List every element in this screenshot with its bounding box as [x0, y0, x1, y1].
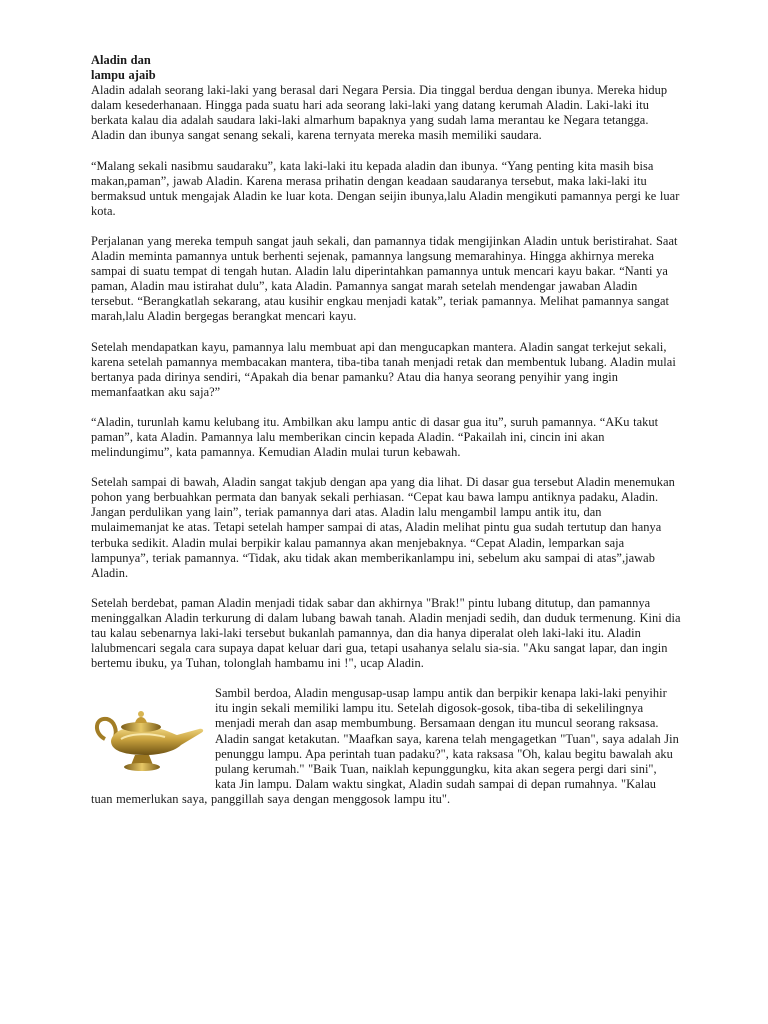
paragraph-7: Setelah berdebat, paman Aladin menjadi tidak sabar dan akhirnya "Brak!" pintu lubang ditutup, dan pamannya meninggalkan Aladin terkurung di dalam lubang bawah tanah. Aladin menjadi sedih, dan duduk termenung. Kini dia tau kalau sebenarnya laki-laki tersebut bukanlah pamannya, dan dia hanya diperalat oleh laki-laki itu. Aladin lalubmencari segala cara supaya dapat keluar dari gua, tetapi usahanya selalu sia-sia. "Aku sangat lapar, dan ingin bertemu ibuku, ya Tuhan, tolonglah hambamu ini !", ucap Aladin.: [91, 595, 681, 671]
paragraph-8: Sambil berdoa, Aladin mengusap-usap lampu antik dan berpikir kenapa laki-laki penyihir itu ingin sekali memiliki lampu itu. Setelah digosok-gosok, tiba-tiba di sekelilingnya menjadi merah dan asap membumbung. Bersamaan dengan itu muncul seorang raksasa. Aladin sangat ketakutan. "Maafkan saya, karena telah mengagetkan "Tuan", saya adalah Jin penunggu lampu. Apa perintah tuan padaku?", kata raksasa "Oh, kalau begitu bawalah aku pulang kerumah." "Baik Tuan, naiklah kepunggungku, kita akan segera pergi dari sini", kata Jin lampu. Dalam waktu singkat, Aladin sudah sampai di depan rumahnya. "Kalau tuan memerlukan saya, panggillah saya dengan menggosok lampu itu".: [91, 686, 679, 806]
story-title: [91, 53, 681, 83]
paragraph-4: Setelah mendapatkan kayu, pamannya lalu membuat api dan mengucapkan mantera. Aladin sangat terkejut sekali, karena setelah pamannya membacakan mantera, tiba-tiba tanah menjadi retak dan membentuk lubang. Aladin mulai bertanya pada dirinya sendiri, “Apakah dia benar pamanku? Atau dia hanya seorang penyihir yang ingin memanfaatkan aku saja?”: [91, 339, 676, 399]
title-line-1: Aladin dan: [91, 53, 151, 67]
paragraph-1: Aladin adalah seorang laki-laki yang berasal dari Negara Persia. Dia tinggal berdua dengan ibunya. Mereka hidup dalam kesederhanaan. Hingga pada suatu hari ada seorang laki-laki yang datang kerumah Aladin. Laki-laki itu berkata kalau dia adalah saudara laki-laki almarhum bapaknya yang sudah lama merantau ke Negara tetangga. Aladin dan ibunya sangat senang sekali, karena ternyata mereka masih memiliki saudara.: [91, 83, 668, 143]
magic-lamp-image: [91, 689, 209, 787]
magic-lamp-icon: [91, 689, 209, 787]
paragraph-5: “Aladin, turunlah kamu kelubang itu. Ambilkan aku lampu antic di dasar gua itu”, suruh pamannya. “AKu takut paman”, kata Aladin. Pamannya lalu memberikan cincin kepada Aladin. “Pakailah ini, cincin ini akan melindungimu”, kata pamannya. Kemudian Aladin mulai turun kebawah.: [91, 414, 659, 460]
paragraph-6: Setelah sampai di bawah, Aladin sangat takjub dengan apa yang dia lihat. Di dasar gua tersebut Aladin menemukan pohon yang berbuahkan permata dan banyak sekali perhiasan. “Cepat kau bawa lampu antiknya padaku, Aladin. Jangan perdulikan yang lain”, teriak pamannya dari atas. Aladin lalu mengambil lampu antik itu, dan mulaimemanjat ke atas. Tetapi setelah hamper sampai di atas, Aladin melihat pintu gua sudah tertutup dan hanya terbuka sedikit. Aladin mulai berpikir kalau pamannya akan menjebaknya. “Cepat Aladin, lemparkan saja lampunya”, teriak pamannya. “Tidak, aku tidak akan memberikanlampu ini, sebelum aku sampai di atas”,jawab Aladin.: [91, 475, 675, 580]
story-body: [91, 53, 681, 822]
paragraph-3: Perjalanan yang mereka tempuh sangat jauh sekali, dan pamannya tidak mengijinkan Aladin untuk beristirahat. Saat Aladin meminta pamannya untuk berhenti sejenak, pamannya langsung memarahinya. Hingga akhirnya mereka sampai di suatu tempat di tengah hutan. Aladin lalu diperintahkan pamannya untuk mencari kayu bakar. “Nanti ya paman, Aladin mau istirahat dulu”, kata Aladin. Pamannya sangat marah setelah mendengar jawaban Aladin tersebut. “Berangkatlah sekarang, atau kusihir engkau menjadi katak”, teriak pamannya. Melihat pamannya sangat marah,lalu Aladin bergegas berangkat mencari kayu.: [91, 233, 678, 324]
paragraph-2: “Malang sekali nasibmu saudaraku”, kata laki-laki itu kepada aladin dan ibunya. “Yang penting kita masih bisa makan,paman”, jawab Aladin. Karena merasa prihatin dengan keadaan saudaranya tersebut, maka laki-laki itu bermaksud untuk mengajak Aladin ke luar kota. Dengan seijin ibunya,lalu Aladin mengikuti pamannya pergi ke luar kota.: [91, 158, 680, 218]
title-line-2: lampu ajaib: [91, 68, 156, 83]
